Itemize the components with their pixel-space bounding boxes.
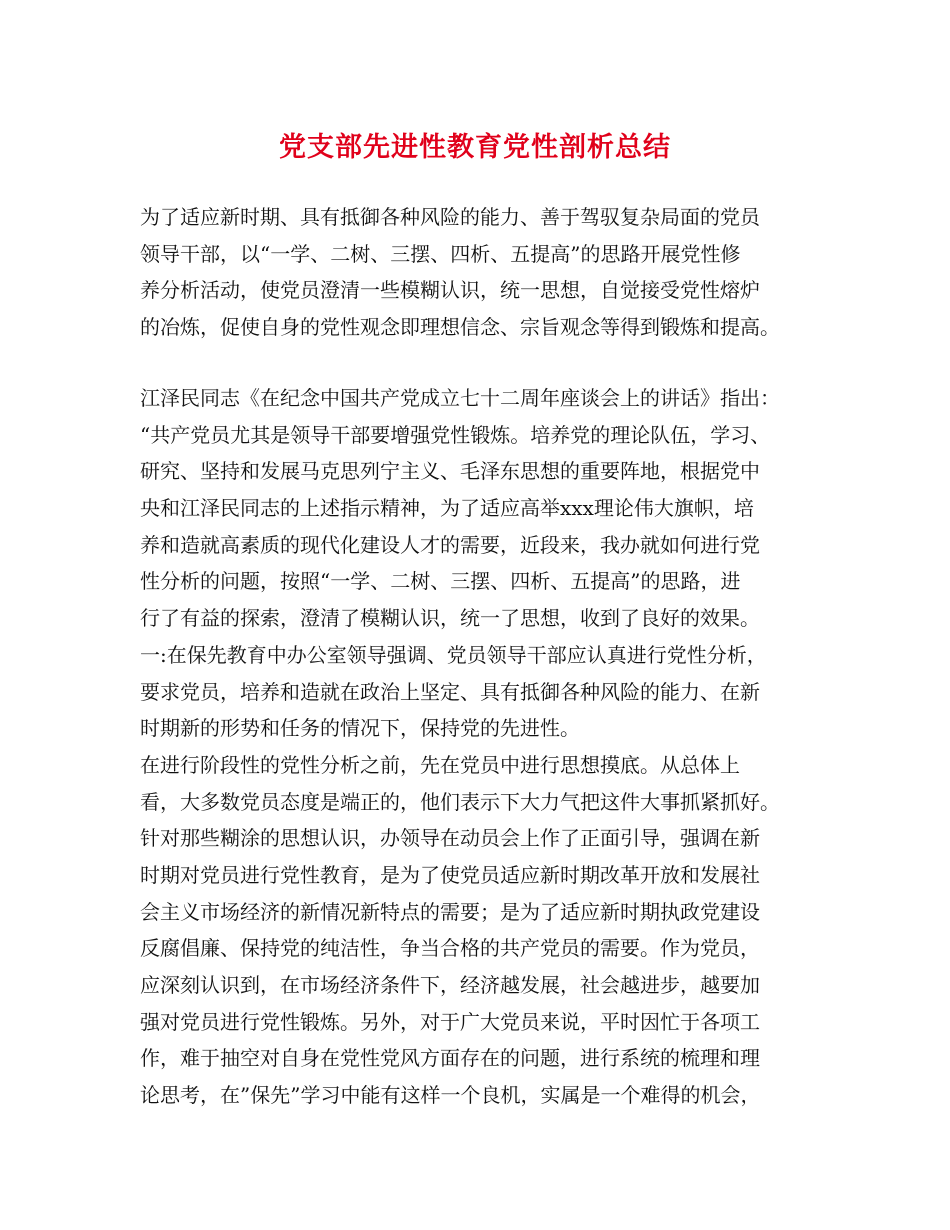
- text-line: 的冶炼，促使自身的党性观念即理想信念、宗旨观念等得到锻炼和提高。: [140, 315, 780, 340]
- document-title: 党支部先进性教育党性剖析总结: [279, 132, 671, 163]
- text-line: 看，大多数党员态度是端正的，他们表示下大力气把这件大事抓紧抓好。: [140, 789, 780, 814]
- text-line: 应深刻认识到，在市场经济条件下，经济越发展，社会越进步，越要加: [140, 973, 760, 997]
- text-line: 会主义市场经济的新情况新特点的需要；是为了适应新时期执政党建设: [140, 899, 760, 924]
- text-line: “共产党员尤其是领导干部要增强党性锻炼。培养党的理论队伍，学习、: [140, 422, 771, 447]
- text-line: 江泽民同志《在纪念中国共产党成立七十二周年座谈会上的讲话》指出：: [140, 386, 780, 410]
- text-line: 作，难于抽空对自身在党性党风方面存在的问题，进行系统的梳理和理: [140, 1046, 760, 1071]
- text-line: 为了适应新时期、具有抵御各种风险的能力、善于驾驭复杂局面的党员: [140, 205, 760, 229]
- text-line: 强对党员进行党性锻炼。另外，对于广大党员来说，平时因忙于各项工: [140, 1009, 760, 1034]
- text-line: 一:在保先教育中办公室领导强调、党员领导干部应认真进行党性分析，: [140, 642, 767, 667]
- text-line: 养和造就高素质的现代化建设人才的需要，近段来，我办就如何进行党: [140, 532, 760, 557]
- paragraph-intro: [140, 199, 830, 346]
- text-line: 养分析活动，使党员澄清一些模糊认识，统一思想，自觉接受党性熔炉: [140, 278, 760, 303]
- text-line: 研究、坚持和发展马克思列宁主义、毛泽东思想的重要阵地，根据党中: [140, 459, 760, 484]
- paragraph-body: [140, 380, 830, 1114]
- text-line: 行了有益的探索，澄清了模糊认识，统一了思想，收到了良好的效果。: [140, 606, 760, 631]
- text-line: 论思考，在”保先”学习中能有这样一个良机，实属是一个难得的机会，: [140, 1083, 761, 1108]
- text-line: 时期对党员进行党性教育，是为了使党员适应新时期改革开放和发展社: [140, 862, 760, 887]
- text-line: 反腐倡廉、保持党的纯洁性，争当合格的共产党员的需要。作为党员，: [140, 936, 760, 961]
- text-line: 在进行阶段性的党性分析之前，先在党员中进行思想摸底。从总体上: [140, 752, 740, 777]
- text-line: 央和江泽民同志的上述指示精神，为了适应高举xxx理论伟大旗帜，培: [140, 496, 754, 521]
- text-line: 针对那些糊涂的思想认识，办领导在动员会上作了正面引导，强调在新: [140, 826, 760, 851]
- text-line: 性分析的问题，按照“一学、二树、三摆、四析、五提高”的思路，进: [140, 569, 741, 594]
- text-line: 要求党员，培养和造就在政治上坚定、具有抵御各种风险的能力、在新: [140, 679, 760, 704]
- text-line: 领导干部，以“一学、二树、三摆、四析、五提高”的思路开展党性修: [140, 241, 741, 266]
- text-line: 时期新的形势和任务的情况下，保持党的先进性。: [140, 716, 580, 741]
